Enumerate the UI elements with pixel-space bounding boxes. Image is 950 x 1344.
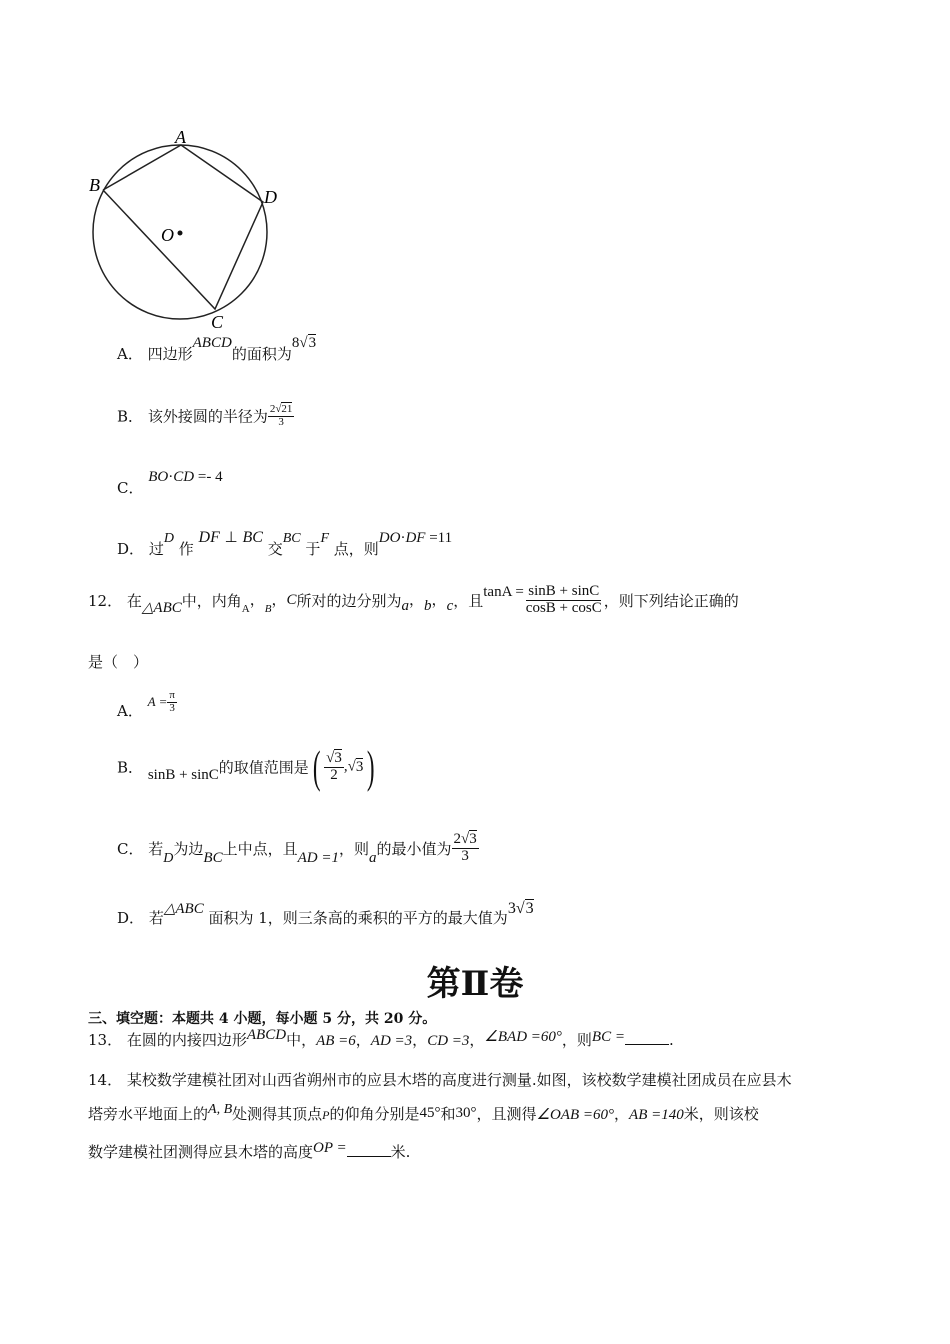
q13-stem [88, 1027, 674, 1051]
stem-text: 米. [390, 1143, 411, 1161]
q14-line2 [88, 1103, 759, 1127]
radicand: 3 [308, 335, 317, 351]
math-abcd: ABCD [192, 335, 232, 351]
q12-option-b [117, 741, 379, 792]
q14-line3 [88, 1141, 410, 1164]
separator: , [343, 758, 348, 775]
math-angle-bad: ∠BAD =60° [484, 1029, 562, 1045]
radicand: 3 [334, 749, 342, 766]
stem-text: 在圆的内接四边形 [126, 1031, 247, 1049]
math-cd-eq-3: CD =3 [427, 1033, 470, 1049]
numerator: π [169, 689, 175, 701]
stem-text: ，且测得 [476, 1105, 537, 1123]
left-paren: ( [312, 741, 321, 792]
q11-option-a [117, 335, 317, 365]
stem-text: 塔旁水平地面上的 [88, 1105, 209, 1123]
section-heading: 三、填空题：本题共 4 小题，每小题 5 分，共 20 分。 [88, 1011, 437, 1027]
comma: ， [431, 590, 447, 609]
label-b: B [89, 175, 100, 195]
math-points-ab: A, B [208, 1102, 233, 1117]
option-label: A． [117, 345, 143, 363]
option-label: C． [117, 479, 144, 497]
math-triangle-abc: △ABC [141, 600, 182, 617]
fraction-pi-over-3 [167, 690, 177, 714]
q11-option-d [117, 527, 453, 558]
option-text: 的取值范围是 [218, 758, 309, 777]
sqrt3-value: √3 [347, 758, 364, 775]
math-bc-2: BC [282, 531, 301, 546]
option-text: 该外接圆的半径为 [147, 407, 268, 426]
math-bc: BC [203, 850, 223, 867]
period: . [668, 1031, 674, 1049]
option-text: 的最小值为 [376, 839, 452, 858]
math-angle-oab: ∠OAB =60° [536, 1107, 615, 1123]
option-text: 于 [305, 540, 321, 558]
right-paren: ) [367, 741, 375, 792]
comma: ， [409, 590, 425, 609]
math-triangle-abc: △ABC [163, 901, 204, 917]
perp-symbol: ⊥ [224, 530, 238, 546]
separator: ， [469, 1031, 485, 1049]
angle-b: B [264, 603, 272, 616]
stem-text: ，则 [561, 1031, 592, 1049]
option-label: B． [117, 758, 144, 777]
option-text: 上中点，且 [222, 839, 298, 858]
math-op-eq: OP = [313, 1140, 347, 1156]
vector-cd: CD [173, 469, 195, 485]
label-c: C [211, 312, 224, 332]
side-a: a [369, 850, 377, 867]
angle-45: 45° [419, 1105, 441, 1121]
option-text: 为边 [173, 839, 204, 858]
option-label: B． [117, 407, 144, 426]
side-c: c [446, 598, 454, 615]
center-point [178, 231, 183, 236]
fraction-sqrt3-over-2: $\frac{√3}{2}$ [326, 749, 342, 783]
equation-rhs: =- 4 [197, 469, 223, 485]
math-bc-eq: BC = [591, 1029, 625, 1045]
angle-c: C [286, 591, 297, 608]
fraction-2sqrt3-over-3: $\frac{2√3}{3}$ [453, 831, 477, 864]
quadrilateral-abcd [103, 145, 263, 309]
option-text: 面积为 1，则三条高的乘积的平方的最大值为 [208, 909, 508, 927]
separator: ， [412, 1031, 428, 1049]
equation-lhs: A = [147, 694, 168, 710]
q14-line1 [88, 1069, 792, 1090]
option-label: D． [117, 540, 145, 558]
stem-text: 某校数学建模社团对山西省朔州市的应县木塔的高度进行测量.如图，该校数学建模社团成员在应县木 [126, 1071, 792, 1089]
q12-stem-line1 [88, 584, 739, 617]
option-text: 四边形 [147, 345, 193, 363]
separator: ， [614, 1105, 630, 1123]
stem-text: ，且 [453, 591, 484, 610]
option-label: A． [117, 701, 143, 720]
answer-blank[interactable] [625, 1032, 669, 1045]
stem-text: 中，内角 [181, 591, 242, 610]
q12-stem-line2: 是（ ） [88, 653, 149, 671]
q12-option-c [117, 832, 479, 865]
math-abcd: ABCD [246, 1027, 287, 1043]
radicand: 3 [355, 758, 364, 775]
vector-do: DO [378, 530, 401, 546]
stem-text: ，则下列结论正确的 [603, 591, 739, 610]
fraction-2sqrt21-over-3: $\frac{2√21}{3}$ [269, 403, 293, 428]
coef: 2 [269, 403, 276, 415]
side-b: b [424, 598, 432, 615]
tan-a-lhs: tanA = [483, 584, 524, 601]
coef: 8 [291, 335, 300, 351]
value-8-sqrt3: 8√3 [291, 335, 317, 351]
option-label: C． [117, 839, 144, 858]
math-point-p: P [322, 1108, 330, 1122]
comma: ， [271, 590, 287, 609]
question-number: 12． [88, 591, 123, 610]
option-text: 若 [148, 909, 164, 927]
sin-sum-expression: sinB + sinC [147, 766, 219, 783]
q12-option-a [117, 689, 177, 720]
stem-text: 数学建模社团测得应县木塔的高度 [88, 1143, 314, 1161]
question-number: 14． [88, 1071, 123, 1089]
vector-df: DF [405, 530, 426, 546]
stem-text: 在 [126, 591, 142, 610]
label-o: O [161, 225, 174, 245]
math-ad-eq-3: AD =3 [370, 1033, 413, 1049]
math-ab-eq-140: AB =140 [629, 1107, 684, 1123]
option-text: 作 [178, 540, 194, 558]
radicand: 21 [281, 403, 293, 415]
denominator: 2 [330, 766, 338, 783]
math-bc: BC [242, 529, 263, 546]
comma: ， [249, 590, 265, 609]
math-ab-eq-6: AB =6 [316, 1033, 356, 1049]
stem-text: 的仰角分别是 [329, 1105, 420, 1123]
q11-option-c [117, 466, 223, 497]
stem-text: 处测得其顶点 [232, 1105, 323, 1123]
radicand: 3 [525, 900, 534, 917]
option-text: 点，则 [333, 540, 379, 558]
inscribed-quadrilateral-figure [85, 125, 290, 333]
denominator: 3 [169, 701, 175, 714]
stem-text: 所对的边分别为 [296, 591, 402, 610]
option-text: 若 [148, 839, 164, 858]
math-df: DF [198, 529, 220, 546]
angle-30: 30° [455, 1105, 477, 1121]
denominator: 3 [278, 415, 284, 428]
q12-option-d [117, 898, 534, 927]
option-text: 的面积为 [231, 345, 292, 363]
question-number: 13． [88, 1031, 123, 1049]
label-d: D [264, 187, 277, 207]
option-text: ，则 [338, 839, 369, 858]
math-d: D [163, 851, 174, 867]
numerator: sinB + sinC [528, 583, 600, 599]
option-label: D． [117, 909, 145, 927]
section-title: 第Ⅱ卷 [426, 964, 524, 1004]
math-f: F [320, 531, 329, 546]
option-text: 交 [267, 540, 283, 558]
coef: 3 [507, 900, 516, 917]
denominator: cosB + cosC [525, 599, 602, 616]
value-3-sqrt3: 3√3 [507, 900, 534, 917]
stem-text: 中， [286, 1031, 317, 1049]
dot-operator: · [168, 469, 174, 485]
math-ad-eq-1: AD =1 [297, 850, 339, 867]
dot-operator: · [400, 530, 406, 546]
label-a: A [175, 127, 186, 147]
radicand: 3 [469, 831, 477, 847]
option-text: 过 [148, 540, 164, 558]
fraction-tan-expression [524, 584, 604, 617]
side-a: a [401, 598, 410, 615]
vector-bo: BO [148, 469, 169, 485]
stem-text: 米，则该校 [683, 1105, 759, 1123]
math-d: D [163, 531, 174, 546]
q11-option-b [117, 404, 294, 428]
angle-a: A [241, 603, 250, 616]
answer-blank[interactable] [347, 1144, 391, 1157]
separator: ， [355, 1031, 371, 1049]
equation-rhs: =11 [429, 530, 453, 546]
stem-text: 和 [440, 1105, 456, 1123]
coef: 2 [453, 831, 462, 847]
denominator: 3 [461, 847, 469, 864]
